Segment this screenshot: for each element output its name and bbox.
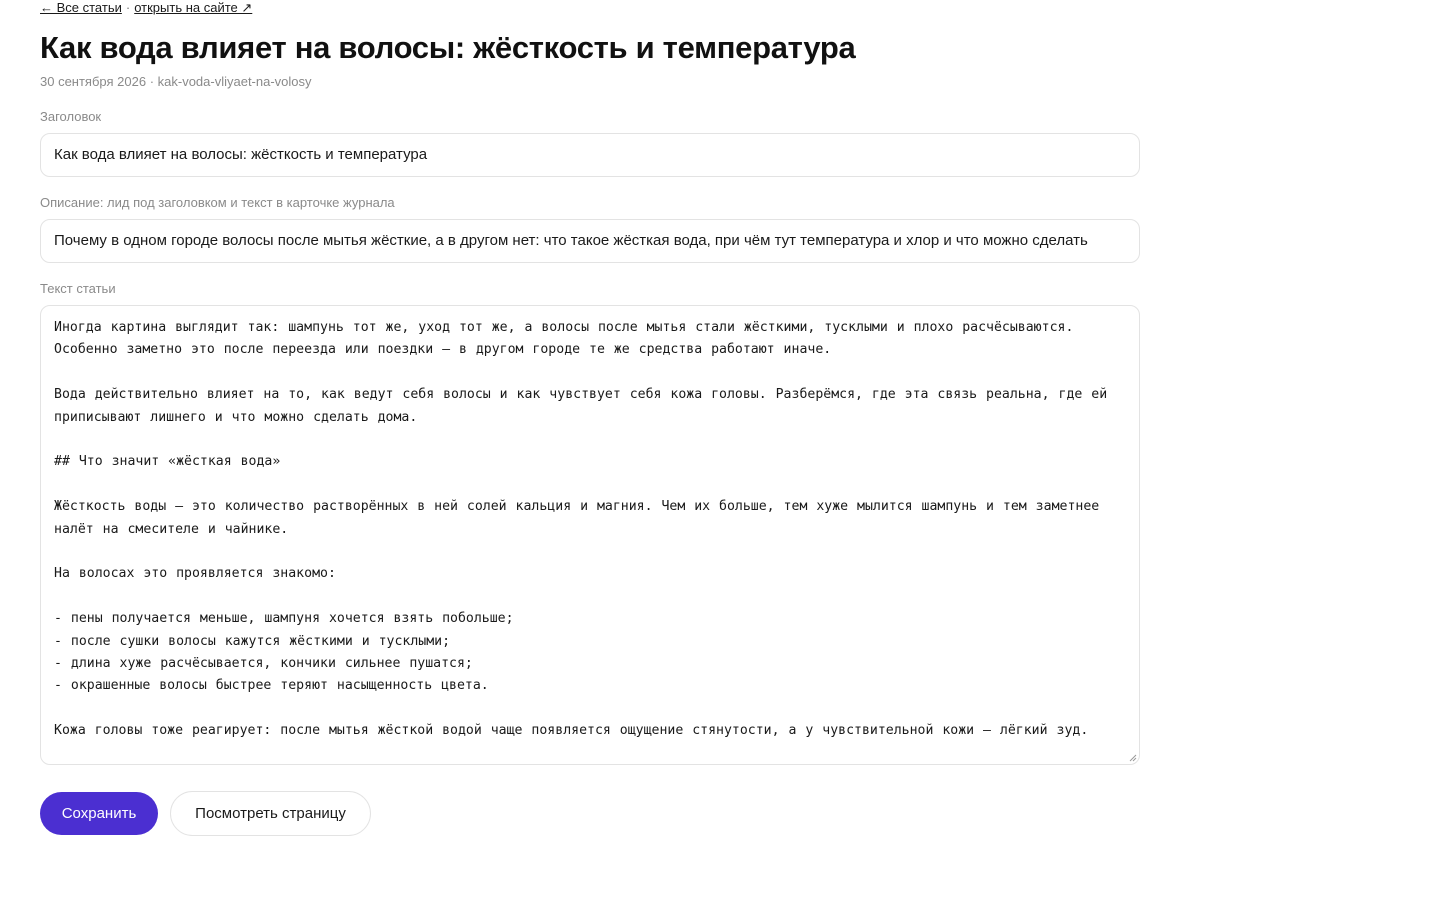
body-field-label: Текст статьи: [40, 281, 116, 296]
body-blank-line: [54, 541, 1126, 563]
breadcrumb-separator: ·: [125, 0, 131, 15]
body-line: На волосах это проявляется знакомо:: [54, 566, 336, 582]
body-blank-line: [54, 698, 1126, 720]
title-input[interactable]: Как вода влияет на волосы: жёсткость и температура: [40, 133, 1140, 177]
body-line: Вода действительно влияет на то, как ведут себя волосы и как чувствует себя кожа головы. Разберёмся, где эта связь реальна, где ей приписывают лишнего и что можно сделать дома.: [54, 387, 1117, 425]
back-to-articles-link[interactable]: ← Все статьи: [40, 0, 122, 15]
body-line: - длина хуже расчёсывается, кончики сильнее пушатся;: [54, 656, 473, 672]
resize-handle-icon[interactable]: [1128, 753, 1137, 762]
body-line: - окрашенные волосы быстрее теряют насыщенность цвета.: [54, 678, 489, 694]
open-on-site-link[interactable]: открыть на сайте ↗: [134, 0, 253, 15]
body-line: ## Что значит «жёсткая вода»: [54, 454, 281, 470]
body-blank-line: [54, 474, 1126, 496]
body-blank-line: [54, 586, 1126, 608]
body-line: Кожа головы тоже реагирует: после мытья жёсткой водой чаще появляется ощущение стянутости, а у чувствительной кожи — лёгкий зуд.: [54, 723, 1089, 739]
body-line: Жёсткость воды — это количество растворённых в ней солей кальция и магния. Чем их больше, тем хуже мылится шампунь и тем заметнее налёт на смесителе и чайнике.: [54, 499, 1109, 537]
page-title: Как вода влияет на волосы: жёсткость и температура: [40, 30, 856, 65]
body-blank-line: [54, 362, 1126, 384]
breadcrumb: [40, 0, 252, 16]
description-field-label: Описание: лид под заголовком и текст в карточке журнала: [40, 195, 395, 210]
view-page-button[interactable]: Посмотреть страницу: [170, 791, 371, 836]
body-line: - после сушки волосы кажутся жёсткими и тусклыми;: [54, 633, 451, 649]
title-field-label: Заголовок: [40, 109, 102, 124]
body-blank-line: [54, 429, 1126, 451]
description-input[interactable]: Почему в одном городе волосы после мытья жёсткие, а в другом нет: что такое жёсткая вода, при чём тут температура и хлор и что можно сделать: [40, 219, 1140, 263]
article-body-textarea[interactable]: [40, 305, 1140, 765]
article-meta: 30 сентября 2026 · kak-voda-vliyaet-na-volosy: [40, 74, 312, 89]
body-line: Иногда картина выглядит так: шампунь тот же, уход тот же, а волосы после мытья стали жёсткими, тусклыми и плохо расчёсываются. Особенно заметно это после переезда или поездки — в другом городе те же средства работают иначе.: [54, 320, 1083, 358]
body-line: - пены получается меньше, шампуня хочется взять побольше;: [54, 611, 514, 627]
save-button[interactable]: Сохранить: [40, 792, 158, 835]
